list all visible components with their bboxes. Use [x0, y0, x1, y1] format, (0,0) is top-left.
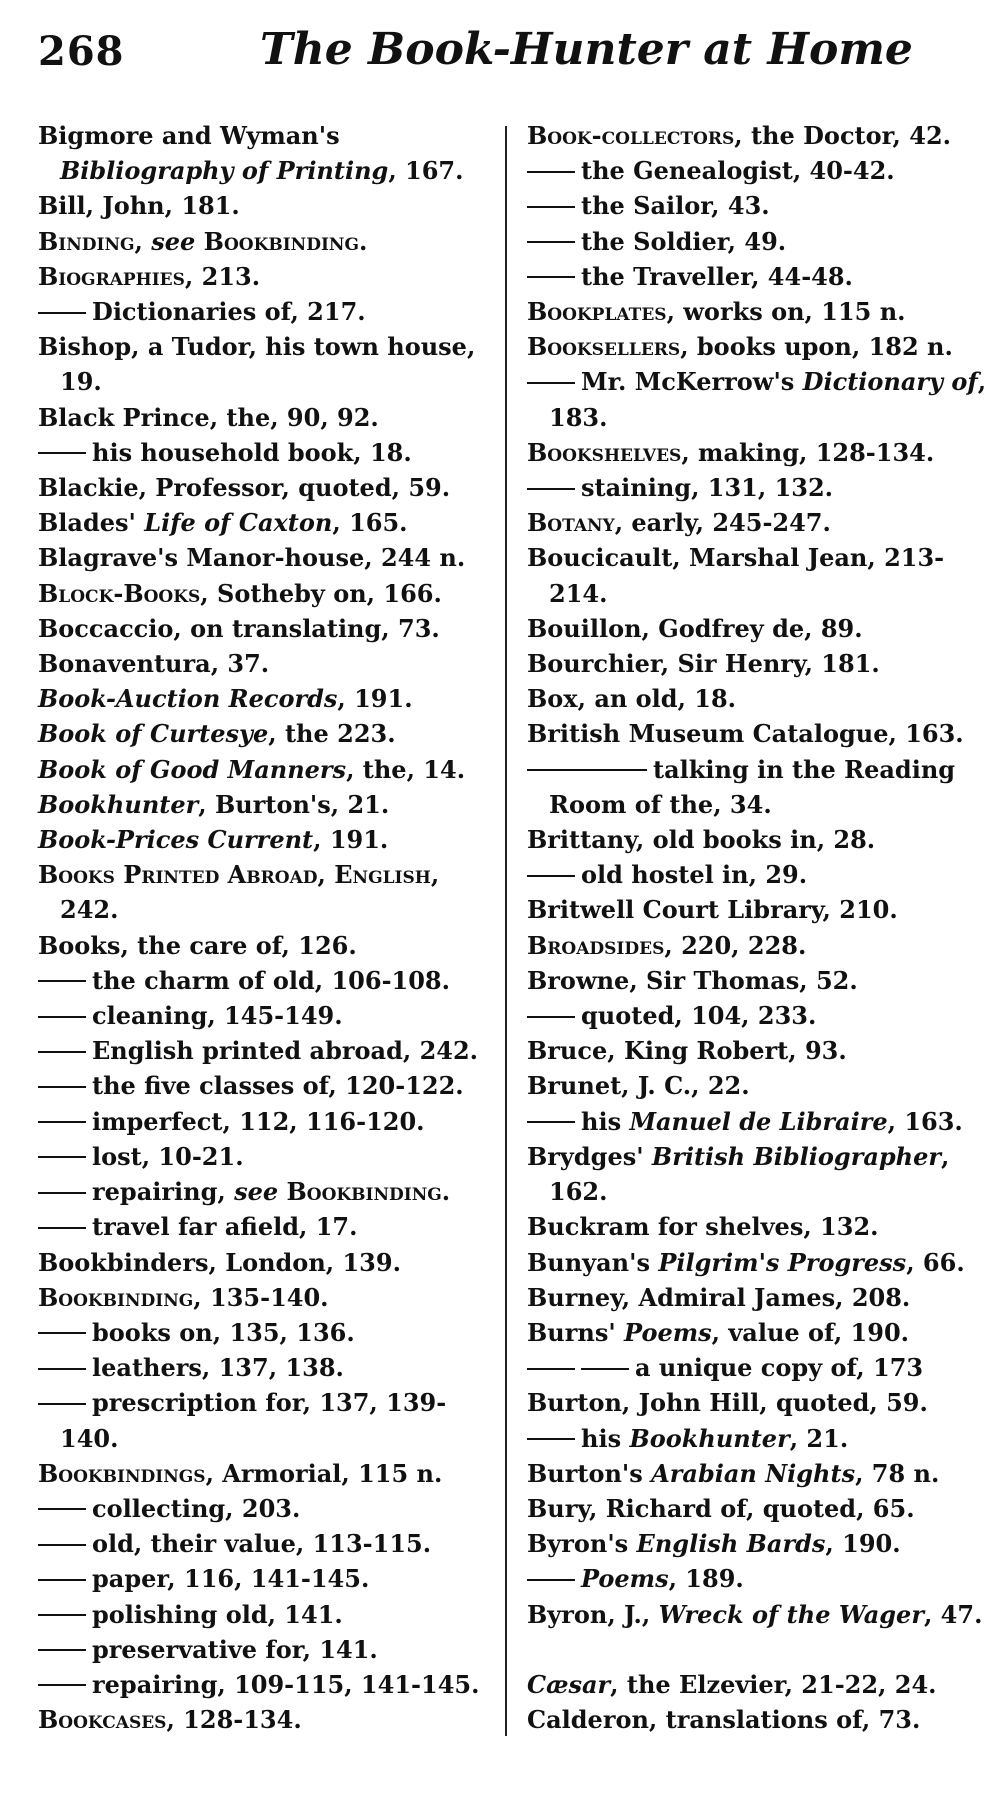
- index-entry: [38, 259, 493, 294]
- index-entry: [527, 752, 992, 822]
- index-entry: [38, 435, 493, 470]
- entry-text: Blackie, Professor, quoted, 59.: [38, 473, 451, 503]
- index-entry: [38, 1209, 493, 1244]
- entry-pages: , 183.: [549, 367, 987, 432]
- ditto-dash: [527, 382, 575, 384]
- index-column-right: [527, 118, 992, 1737]
- index-entry: [38, 963, 493, 998]
- entry-text: Buckram for shelves, 132.: [527, 1212, 879, 1242]
- entry-text: Bookbinders, London, 139.: [38, 1247, 401, 1277]
- index-entry: [527, 364, 992, 434]
- index-entry: [38, 1245, 493, 1280]
- ditto-dash: [38, 1332, 86, 1334]
- entry-text: Byron, J.,: [527, 1599, 659, 1629]
- ditto-dash: [527, 1121, 575, 1123]
- index-entry: [527, 1526, 992, 1561]
- entry-text: the Genealogist, 40-42.: [581, 156, 895, 186]
- entry-text: Calderon, translations of, 73.: [527, 1705, 921, 1735]
- entry-title: Bibliography of Printing: [60, 156, 389, 186]
- index-entry: [527, 435, 992, 470]
- entry-heading: Booksellers: [527, 332, 681, 362]
- entry-text: ,: [134, 226, 152, 256]
- entry-text: Blagrave's Manor-house, 244 n.: [38, 543, 466, 573]
- index-entry: [38, 1385, 493, 1455]
- index-entry: [38, 505, 493, 540]
- entry-title: British Bibliographer: [651, 1141, 942, 1171]
- index-entry: [38, 1491, 493, 1526]
- entry-title: Book-Auction Records: [38, 684, 338, 714]
- index-entry: [527, 505, 992, 540]
- ditto-dash: [38, 1544, 86, 1546]
- ditto-dash: [38, 1579, 86, 1581]
- entry-text: the five classes of, 120-122.: [92, 1071, 464, 1101]
- entry-heading: Binding: [38, 226, 135, 256]
- index-entry: [38, 1456, 493, 1491]
- entry-text: travel far afield, 17.: [92, 1212, 358, 1242]
- entry-title: Pilgrim's Progress: [658, 1247, 907, 1277]
- entry-pages: , 191.: [313, 825, 389, 855]
- page-number: 268: [38, 28, 125, 75]
- entry-text: Browne, Sir Thomas, 52.: [527, 965, 858, 995]
- entry-text: talking in the Reading Room of the, 34.: [549, 754, 956, 819]
- entry-pages: , the 223.: [268, 719, 396, 749]
- index-entry: [38, 540, 493, 575]
- entry-heading: Broadsides: [527, 930, 665, 960]
- index-entry: [38, 787, 493, 822]
- entry-title: Bookhunter: [629, 1423, 790, 1453]
- ditto-dash: [527, 1438, 575, 1440]
- entry-text: collecting, 203.: [92, 1493, 301, 1523]
- index-entry: [38, 1280, 493, 1315]
- entry-text: prescription for, 137, 139-140.: [60, 1388, 447, 1453]
- entry-text: Blades': [38, 508, 145, 538]
- index-entry: [38, 470, 493, 505]
- index-entry: [527, 1385, 992, 1420]
- entry-text: Britwell Court Library, 210.: [527, 895, 898, 925]
- index-column-left: [38, 118, 493, 1737]
- entry-pages: , 21.: [789, 1423, 849, 1453]
- index-entry: [38, 188, 493, 223]
- index-entry: [38, 294, 493, 329]
- page-header: [0, 20, 1000, 80]
- index-entry: [527, 1421, 992, 1456]
- ditto-dash: [38, 1368, 86, 1370]
- entry-pages: , 213.: [184, 261, 261, 291]
- entry-heading: Bookbindings: [38, 1458, 206, 1488]
- ditto-dash: [527, 1368, 575, 1370]
- index-entry: [527, 1350, 992, 1385]
- entry-title: Wreck of the Wager: [658, 1599, 924, 1629]
- ditto-dash: [38, 1086, 86, 1088]
- entry-title: Life of Caxton: [144, 508, 333, 538]
- index-entry: [527, 224, 992, 259]
- ditto-dash: [527, 1579, 575, 1581]
- index-entry: [38, 1667, 493, 1702]
- entry-title: Book of Curtesye: [38, 719, 269, 749]
- entry-pages: , 242.: [60, 860, 440, 925]
- index-entry: [38, 716, 493, 751]
- index-entry: [527, 611, 992, 646]
- entry-crossref: Bookbinding: [195, 226, 359, 256]
- entry-title: Bookhunter: [38, 789, 199, 819]
- index-entry: [38, 329, 493, 399]
- entry-text: the Traveller, 44-48.: [581, 261, 853, 291]
- index-entry: [38, 1033, 493, 1068]
- ditto-dash: [527, 488, 575, 490]
- index-entry: [38, 1174, 493, 1209]
- index-entry: [38, 1139, 493, 1174]
- index-entry: [527, 1033, 992, 1068]
- index-entry: [38, 822, 493, 857]
- entry-pages: , Armorial, 115 n.: [205, 1458, 443, 1488]
- entry-pages: , 163.: [887, 1106, 963, 1136]
- entry-title: Manuel de Libraire: [629, 1106, 888, 1136]
- entry-text: Dictionaries of, 217.: [92, 297, 366, 327]
- index-entry: [527, 1209, 992, 1244]
- index-entry: [38, 1597, 493, 1632]
- index-entry: [527, 1280, 992, 1315]
- index-entry: [38, 1350, 493, 1385]
- entry-pages: , value of, 190.: [711, 1317, 910, 1347]
- ditto-dash: [38, 1016, 86, 1018]
- entry-heading: Block-Books: [38, 578, 201, 608]
- entry-pages: , works on, 115 n.: [666, 297, 906, 327]
- entry-pages: , books upon, 182 n.: [680, 332, 953, 362]
- entry-text: Burney, Admiral James, 208.: [527, 1282, 911, 1312]
- index-entry: [527, 892, 992, 927]
- entry-text: Bourchier, Sir Henry, 181.: [527, 649, 880, 679]
- ditto-dash: [527, 241, 575, 243]
- ditto-dash: [581, 1368, 629, 1370]
- ditto-dash: [527, 206, 575, 208]
- index-entry: [527, 1702, 992, 1737]
- column-divider: [505, 126, 507, 1736]
- index-entry: [38, 224, 493, 259]
- entry-text: repairing,: [92, 1177, 235, 1207]
- index-entry: [527, 329, 992, 364]
- entry-pages: , the, 14.: [346, 754, 466, 784]
- index-entry: [527, 1597, 992, 1632]
- entry-text: Bishop, a Tudor, his town house, 19.: [38, 332, 476, 397]
- entry-title: Cæsar: [527, 1669, 611, 1699]
- entry-text: leathers, 137, 138.: [92, 1353, 344, 1383]
- ditto-dash: [527, 171, 575, 173]
- entry-text: Burton's: [527, 1458, 652, 1488]
- entry-heading: Bookcases: [38, 1705, 167, 1735]
- ditto-dash: [38, 452, 86, 454]
- index-entry: [527, 1139, 992, 1209]
- entry-pages: , the Doctor, 42.: [734, 121, 952, 150]
- index-entry: [38, 1068, 493, 1103]
- ditto-dash: [38, 1684, 86, 1686]
- index-entry: [527, 259, 992, 294]
- index-entry: [527, 1491, 992, 1526]
- entry-pages: , 128-134.: [166, 1705, 302, 1735]
- entry-text: his: [581, 1423, 630, 1453]
- entry-title: Book of Good Manners: [38, 754, 347, 784]
- entry-text: quoted, 104, 233.: [581, 1001, 817, 1031]
- entry-text: Bunyan's: [527, 1247, 659, 1277]
- entry-pages: , 66.: [906, 1247, 965, 1277]
- index-entry: [38, 998, 493, 1033]
- entry-heading: Books Printed Abroad, English: [38, 860, 431, 890]
- entry-title: see: [234, 1177, 279, 1207]
- index-entry: [527, 1667, 992, 1702]
- entry-title: Arabian Nights: [651, 1458, 856, 1488]
- entry-pages: .: [358, 226, 368, 256]
- index-entry: [38, 118, 493, 188]
- entry-text: English printed abroad, 242.: [92, 1036, 479, 1066]
- ditto-dash: [527, 276, 575, 278]
- entry-heading: Biographies: [38, 261, 185, 291]
- ditto-dash: [38, 1508, 86, 1510]
- entry-title: Dictionary of: [802, 367, 978, 397]
- index-entry: [38, 1104, 493, 1139]
- entry-text: repairing, 109-115, 141-145.: [92, 1669, 480, 1699]
- entry-pages: , 78 n.: [855, 1458, 940, 1488]
- entry-title: English Bards: [636, 1529, 826, 1559]
- entry-pages: , 190.: [825, 1529, 901, 1559]
- index-entry: [527, 470, 992, 505]
- entry-text: Bonaventura, 37.: [38, 649, 270, 679]
- entry-title: see: [151, 226, 196, 256]
- entry-heading: Bookplates: [527, 297, 667, 327]
- ditto-dash: [38, 1649, 86, 1651]
- entry-text: staining, 131, 132.: [581, 473, 834, 503]
- index-spacer: [527, 1632, 992, 1667]
- index-entry: [38, 576, 493, 611]
- index-entry: [527, 1456, 992, 1491]
- index-entry: [527, 998, 992, 1033]
- entry-title: Poems: [581, 1564, 669, 1594]
- ditto-dash: [38, 312, 86, 314]
- index-entry: [527, 1315, 992, 1350]
- entry-pages: , 165.: [332, 508, 408, 538]
- entry-text: the charm of old, 106-108.: [92, 965, 450, 995]
- entry-text: Box, an old, 18.: [527, 684, 737, 714]
- entry-pages: .: [441, 1177, 451, 1207]
- ditto-dash: [38, 1614, 86, 1616]
- entry-pages: , Burton's, 21.: [198, 789, 390, 819]
- entry-text: Burns': [527, 1317, 625, 1347]
- entry-text: Bill, John, 181.: [38, 191, 240, 221]
- index-entry: [38, 1632, 493, 1667]
- ditto-dash: [38, 1227, 86, 1229]
- ditto-dash: [38, 1121, 86, 1123]
- entry-pages: , 135-140.: [193, 1282, 329, 1312]
- entry-text: imperfect, 112, 116-120.: [92, 1106, 425, 1136]
- entry-pages: , early, 245-247.: [614, 508, 831, 538]
- entry-text: old hostel in, 29.: [581, 860, 808, 890]
- entry-text: Brunet, J. C., 22.: [527, 1071, 750, 1101]
- ditto-dash-long: [527, 769, 647, 771]
- entry-title: Poems: [624, 1317, 712, 1347]
- index-entry: [527, 294, 992, 329]
- entry-crossref: Bookbinding: [278, 1177, 442, 1207]
- entry-pages: , 162.: [549, 1141, 950, 1207]
- entry-pages: , 47.: [923, 1599, 983, 1629]
- index-entry: [527, 646, 992, 681]
- running-title: The Book-Hunter at Home: [260, 24, 913, 75]
- index-entry: [527, 540, 992, 610]
- index-entry: [527, 153, 992, 188]
- index-entry: [527, 681, 992, 716]
- entry-text: Bury, Richard of, quoted, 65.: [527, 1493, 915, 1523]
- entry-text: Boccaccio, on translating, 73.: [38, 613, 440, 643]
- index-entry: [527, 822, 992, 857]
- entry-pages: , the Elzevier, 21-22, 24.: [610, 1669, 937, 1699]
- entry-heading: Botany: [527, 508, 615, 538]
- entry-text: old, their value, 113-115.: [92, 1529, 432, 1559]
- index-entry: [38, 1526, 493, 1561]
- entry-pages: , making, 128-134.: [681, 437, 935, 467]
- entry-text: paper, 116, 141-145.: [92, 1564, 370, 1594]
- ditto-dash: [38, 1051, 86, 1053]
- entry-heading: Bookshelves: [527, 437, 682, 467]
- index-entry: [527, 188, 992, 223]
- index-entry: [38, 1702, 493, 1737]
- entry-heading: Bookbinding: [38, 1282, 194, 1312]
- entry-text: Bruce, King Robert, 93.: [527, 1036, 847, 1066]
- index-entry: [527, 857, 992, 892]
- entry-text: Black Prince, the, 90, 92.: [38, 402, 379, 432]
- ditto-dash: [38, 1403, 86, 1405]
- entry-text: Boucicault, Marshal Jean, 213-214.: [527, 543, 945, 608]
- ditto-dash: [38, 1156, 86, 1158]
- entry-text: a unique copy of, 173: [635, 1353, 924, 1383]
- entry-text: Brydges': [527, 1141, 652, 1171]
- ditto-dash: [38, 1192, 86, 1194]
- entry-text: his household book, 18.: [92, 437, 412, 467]
- index-entry: [527, 716, 992, 751]
- index-entry: [38, 400, 493, 435]
- index-entry: [527, 1068, 992, 1103]
- entry-text: British Museum Catalogue, 163.: [527, 719, 964, 749]
- index-entry: [38, 1561, 493, 1596]
- index-entry: [38, 752, 493, 787]
- ditto-dash: [38, 980, 86, 982]
- entry-pages: , 167.: [388, 156, 464, 186]
- index-entry: [38, 1315, 493, 1350]
- index-entry: [38, 611, 493, 646]
- index-entry: [38, 681, 493, 716]
- entry-text: Brittany, old books in, 28.: [527, 825, 876, 855]
- entry-text: lost, 10-21.: [92, 1141, 244, 1171]
- entry-text: his: [581, 1106, 630, 1136]
- entry-text: cleaning, 145-149.: [92, 1001, 343, 1031]
- index-entry: [38, 646, 493, 681]
- index-entry: [38, 928, 493, 963]
- ditto-dash: [527, 875, 575, 877]
- entry-text: Bigmore and Wyman's: [38, 121, 340, 150]
- index-entry: [527, 1561, 992, 1596]
- index-entry: [527, 1104, 992, 1139]
- entry-text: Bouillon, Godfrey de, 89.: [527, 613, 863, 643]
- entry-pages: , 220, 228.: [664, 930, 807, 960]
- entry-text: preservative for, 141.: [92, 1634, 378, 1664]
- entry-text: books on, 135, 136.: [92, 1317, 355, 1347]
- entry-text: polishing old, 141.: [92, 1599, 343, 1629]
- entry-text: the Soldier, 49.: [581, 226, 787, 256]
- entry-text: Mr. McKerrow's: [581, 367, 803, 397]
- index-entry: [38, 857, 493, 927]
- entry-text: Byron's: [527, 1529, 637, 1559]
- index-entry: [527, 118, 992, 153]
- entry-pages: , 189.: [668, 1564, 744, 1594]
- entry-text: Burton, John Hill, quoted, 59.: [527, 1388, 928, 1418]
- entry-heading: Book-collectors: [527, 121, 735, 150]
- entry-pages: , 191.: [337, 684, 413, 714]
- index-entry: [527, 963, 992, 998]
- entry-text: Books, the care of, 126.: [38, 930, 357, 960]
- index-entry: [527, 1245, 992, 1280]
- entry-title: Book-Prices Current: [38, 825, 314, 855]
- entry-text: the Sailor, 43.: [581, 191, 770, 221]
- ditto-dash: [527, 1016, 575, 1018]
- entry-pages: , Sotheby on, 166.: [200, 578, 442, 608]
- index-entry: [527, 928, 992, 963]
